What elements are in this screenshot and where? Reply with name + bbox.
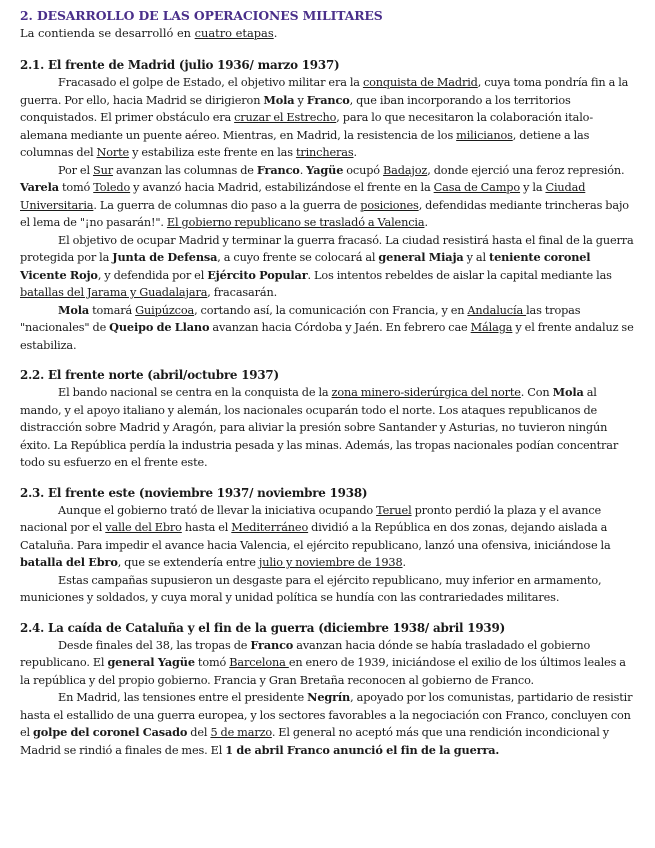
underlined-text: El gobierno republicano se trasladó a Valencia xyxy=(166,216,425,229)
bold-text: Franco xyxy=(256,162,300,177)
underlined-text: Casa de Campo xyxy=(433,181,521,194)
paragraph xyxy=(20,302,635,355)
underlined-text: Barcelona xyxy=(229,656,289,669)
underlined-text: Málaga xyxy=(470,321,513,334)
text-run: y al xyxy=(463,251,489,264)
bold-text: teniente coronel Vicente Rojo xyxy=(20,250,591,282)
text-run: Desde finales del 38, las tropas de xyxy=(58,638,251,652)
underlined-text: Mediterráneo xyxy=(231,521,309,534)
paragraph xyxy=(20,502,635,572)
bold-text: general Miaja xyxy=(378,250,464,264)
text-run: , y defendida por el xyxy=(97,268,208,282)
section-heading: 2.3. El frente este (noviembre 1937/ noviembre 1938) xyxy=(20,485,368,500)
text-run: . xyxy=(299,163,307,177)
underlined-text: conquista de Madrid xyxy=(362,76,478,89)
paragraph xyxy=(20,572,635,607)
underlined-text: Toledo xyxy=(93,181,131,194)
underlined-text: posiciones xyxy=(360,198,419,212)
bold-text: Mola xyxy=(263,92,295,107)
underlined-text: trincheras xyxy=(295,146,354,159)
underlined-text: valle del Ebro xyxy=(105,521,182,534)
section-catalonia-fall xyxy=(20,621,635,760)
text-run: El objetivo de ocupar Madrid y terminar la guerra fracasó. La ciudad resistirá hasta el final de la guerra protegida por la xyxy=(20,233,634,264)
underlined-text: batallas del Jarama y Guadalajara xyxy=(20,286,208,299)
underlined-text: Guipúzcoa xyxy=(135,303,195,317)
text-run: tomó xyxy=(194,656,230,669)
text-run: , fracasarán. xyxy=(207,286,278,299)
text-run: al mando, y el apoyo italiano y alemán, los nacionales ocuparán todo el norte. Los ataques republicanos de distracción sobre Madrid y Aragón, para aliviar la presión sobre Santander y Asturias, no tuvieron ningún éxito. La República perdía la industria pesada y las minas. Además, las tropas nacionales podían concentrar todo su esfuerzo en el frente este. xyxy=(20,386,619,469)
underlined-text: Ciudad Universitaria xyxy=(20,181,586,212)
bold-text: golpe del coronel Casado xyxy=(33,725,188,739)
bold-text: Franco xyxy=(250,637,294,652)
bold-text: Mola xyxy=(552,385,584,399)
text-run: en enero de 1939, iniciándose el exilio de los últimos leales a la república y del propio gobierno. Francia y Gran Bretaña reconocen al gobierno de Franco. xyxy=(20,656,626,687)
bold-text: Queipo de Llano xyxy=(109,320,210,334)
text-run: , cortando así, la comunicación con Francia, y en xyxy=(194,303,468,317)
underlined-text: milicianos xyxy=(456,128,513,142)
text-run: En Madrid, las tensiones entre el presidente xyxy=(58,691,308,704)
text-run: Fracasado el golpe de Estado, el objetivo militar era la xyxy=(58,76,363,89)
text-run: , donde ejerció una feroz represión. xyxy=(427,163,625,177)
text-run: , detiene a las columnas del xyxy=(20,128,590,159)
section-east-front xyxy=(20,486,635,607)
bold-text: Junta de Defensa xyxy=(112,250,218,264)
text-run: . xyxy=(402,556,406,569)
text-run: Estas campañas supusieron un desgaste para el ejército republicano, muy inferior en armamento, municiones y soldados, y cuya moral y unidad política se hundía con las contrariedades militares. xyxy=(20,573,602,604)
bold-text: Yagüe xyxy=(306,162,344,177)
text-run: La contienda se desarrolló en xyxy=(20,26,195,40)
bold-text: Mola xyxy=(58,302,90,317)
paragraph xyxy=(20,162,635,232)
underlined-text: 5 de marzo xyxy=(210,726,272,739)
section-heading: 2.2. El frente norte (abril/octubre 1937) xyxy=(20,368,279,382)
intro-paragraph xyxy=(20,25,635,42)
text-run: y el frente andaluz se estabiliza. xyxy=(20,321,634,352)
text-run: , que se extendería entre xyxy=(117,556,259,569)
text-run: , a cuyo frente se colocará al xyxy=(217,251,379,264)
text-run: y avanzó hacia Madrid, estabilizándose el frente en la xyxy=(130,181,434,194)
section-heading: 2.1. El frente de Madrid (julio 1936/ marzo 1937) xyxy=(20,58,340,72)
paragraph xyxy=(20,384,635,472)
text-run: avanzan hacia Córdoba y Jaén. En febrero cae xyxy=(209,321,471,334)
text-run: , que iban incorporando a los territorios conquistados. El primer obstáculo era xyxy=(20,93,571,124)
text-run: . Los intentos rebeldes de aislar la capital mediante las xyxy=(307,268,612,282)
text-run: avanzan las columnas de xyxy=(112,163,257,177)
text-run: . xyxy=(273,26,278,40)
bold-text: 1 de abril Franco anunció el fin de la guerra. xyxy=(225,742,500,757)
text-run: El bando nacional se centra en la conquista de la xyxy=(58,386,332,399)
text-run: dividió a la República en dos zonas, dejando aislada a Cataluña. Para impedir el avance hacia Valencia, el ejército republicano, lanzó una ofensiva, iniciándose la xyxy=(20,521,611,552)
text-run: , defendidas mediante trincheras bajo el lema de "¡no pasarán!". xyxy=(20,198,629,229)
text-run: y la xyxy=(520,181,546,194)
underlined-text: cuatro etapas xyxy=(194,26,274,40)
paragraph xyxy=(20,637,635,690)
text-run: , cuya toma pondría fin a la guerra. Por ello, hacia Madrid se dirigieron xyxy=(20,76,629,107)
section-madrid-front xyxy=(20,58,635,354)
text-run: . xyxy=(353,146,357,159)
text-run: y estabiliza este frente en las xyxy=(129,146,296,159)
text-run: , para lo que necesitaron la colaboración italo-alemana mediante un puente aéreo. Mientras, en Madrid, la resistencia de los xyxy=(20,111,593,142)
text-run: , apoyado por los comunistas, partidario de resistir hasta el estallido de una guerra europea, y los sectores favorables a la negociación con Franco, concluyen con el xyxy=(20,691,633,739)
paragraph xyxy=(20,689,635,759)
underlined-text: Norte xyxy=(96,146,130,159)
text-run: . xyxy=(424,216,428,229)
text-run: las tropas "nacionales" de xyxy=(20,303,581,334)
underlined-text: julio y noviembre de 1938 xyxy=(258,556,403,569)
bold-text: general Yagüe xyxy=(107,655,195,669)
text-run: tomará xyxy=(89,303,136,317)
underlined-text: zona minero-siderúrgica del norte xyxy=(331,386,521,399)
underlined-text: Teruel xyxy=(376,503,412,517)
paragraph xyxy=(20,74,635,162)
bold-text: Franco xyxy=(306,92,350,107)
bold-text: batalla del Ebro xyxy=(20,555,118,569)
paragraph xyxy=(20,232,635,302)
underlined-text: cruzar el Estrecho xyxy=(234,111,337,124)
text-run: . Con xyxy=(520,386,553,399)
text-run: del xyxy=(187,726,211,739)
section-north-front xyxy=(20,368,635,472)
section-heading: 2.4. La caída de Cataluña y el fin de la guerra (diciembre 1938/ abril 1939) xyxy=(20,620,505,635)
text-run: Por el xyxy=(58,163,93,177)
underlined-text: Sur xyxy=(92,163,113,177)
underlined-text: Andalucía xyxy=(467,303,527,317)
text-run: hasta el xyxy=(181,521,232,534)
text-run: ocupó xyxy=(343,163,384,177)
text-run: pronto perdió la plaza y el avance nacional por el xyxy=(20,503,602,534)
bold-text: Negrín xyxy=(307,690,351,704)
text-run: tomó xyxy=(58,181,94,194)
text-run: avanzan hacia dónde se había trasladado el gobierno republicano. El xyxy=(20,638,591,669)
text-run: y xyxy=(294,93,307,107)
bold-text: Varela xyxy=(20,180,59,194)
bold-text: Ejército Popular xyxy=(207,267,308,282)
text-run: . La guerra de columnas dio paso a la guerra de xyxy=(93,198,361,212)
text-run: Aunque el gobierno trató de llevar la iniciativa ocupando xyxy=(58,503,377,517)
text-run: . El general no aceptó más que una rendición incondicional y Madrid se rindió a finales de mes. El xyxy=(20,726,610,757)
page-title: 2. DESARROLLO DE LAS OPERACIONES MILITARES xyxy=(20,8,383,23)
underlined-text: Badajoz xyxy=(383,163,428,177)
